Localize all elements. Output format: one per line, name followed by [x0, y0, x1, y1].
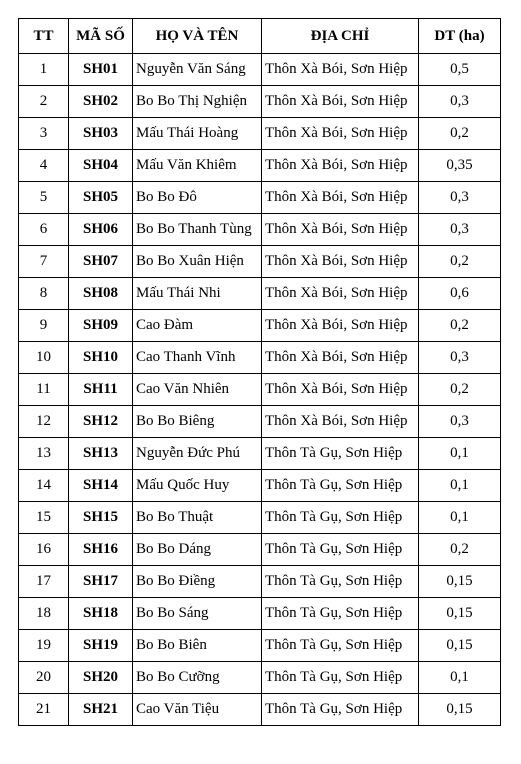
cell-dia-chi: Thôn Tà Gụ, Sơn Hiệp — [262, 694, 419, 726]
cell-dia-chi: Thôn Tà Gụ, Sơn Hiệp — [262, 566, 419, 598]
cell-tt: 3 — [19, 118, 69, 150]
cell-dt: 0,6 — [419, 278, 501, 310]
cell-ma-so: SH04 — [69, 150, 133, 182]
cell-ho-ten: Mấu Quốc Huy — [133, 470, 262, 502]
table-row — [19, 566, 501, 598]
table-row — [19, 406, 501, 438]
cell-dia-chi: Thôn Xà Bói, Sơn Hiệp — [262, 118, 419, 150]
cell-tt: 16 — [19, 534, 69, 566]
cell-dt: 0,15 — [419, 694, 501, 726]
cell-tt: 9 — [19, 310, 69, 342]
cell-ma-so: SH12 — [69, 406, 133, 438]
cell-dt: 0,3 — [419, 86, 501, 118]
cell-ma-so: SH18 — [69, 598, 133, 630]
table-row — [19, 54, 501, 86]
cell-dt: 0,2 — [419, 374, 501, 406]
cell-dia-chi: Thôn Tà Gụ, Sơn Hiệp — [262, 534, 419, 566]
table-row — [19, 86, 501, 118]
cell-ho-ten: Bo Bo Xuân Hiện — [133, 246, 262, 278]
header-dia-chi: ĐỊA CHỈ — [262, 19, 419, 54]
cell-ho-ten: Mấu Văn Khiêm — [133, 150, 262, 182]
cell-ma-so: SH01 — [69, 54, 133, 86]
cell-dia-chi: Thôn Xà Bói, Sơn Hiệp — [262, 310, 419, 342]
cell-ho-ten: Bo Bo Dáng — [133, 534, 262, 566]
cell-dt: 0,15 — [419, 598, 501, 630]
cell-tt: 15 — [19, 502, 69, 534]
cell-ho-ten: Cao Thanh Vĩnh — [133, 342, 262, 374]
header-ma-so: MÃ SỐ — [69, 19, 133, 54]
cell-dia-chi: Thôn Tà Gụ, Sơn Hiệp — [262, 470, 419, 502]
cell-ho-ten: Mấu Thái Nhi — [133, 278, 262, 310]
cell-ma-so: SH07 — [69, 246, 133, 278]
cell-ho-ten: Bo Bo Thanh Tùng — [133, 214, 262, 246]
header-row — [19, 19, 501, 54]
table-body — [19, 54, 501, 726]
cell-tt: 12 — [19, 406, 69, 438]
cell-tt: 2 — [19, 86, 69, 118]
cell-ho-ten: Bo Bo Sáng — [133, 598, 262, 630]
cell-dt: 0,5 — [419, 54, 501, 86]
cell-dia-chi: Thôn Tà Gụ, Sơn Hiệp — [262, 598, 419, 630]
cell-ma-so: SH21 — [69, 694, 133, 726]
cell-ho-ten: Mấu Thái Hoàng — [133, 118, 262, 150]
cell-tt: 20 — [19, 662, 69, 694]
cell-ho-ten: Nguyễn Đức Phú — [133, 438, 262, 470]
cell-dia-chi: Thôn Xà Bói, Sơn Hiệp — [262, 406, 419, 438]
header-tt: TT — [19, 19, 69, 54]
cell-dt: 0,1 — [419, 470, 501, 502]
cell-tt: 1 — [19, 54, 69, 86]
header-dt: DT (ha) — [419, 19, 501, 54]
cell-tt: 4 — [19, 150, 69, 182]
cell-tt: 17 — [19, 566, 69, 598]
cell-ho-ten: Cao Văn Tiệu — [133, 694, 262, 726]
cell-dt: 0,2 — [419, 534, 501, 566]
table-header — [19, 19, 501, 54]
cell-dia-chi: Thôn Tà Gụ, Sơn Hiệp — [262, 630, 419, 662]
cell-ma-so: SH15 — [69, 502, 133, 534]
cell-dt: 0,3 — [419, 182, 501, 214]
cell-dt: 0,3 — [419, 342, 501, 374]
cell-dia-chi: Thôn Tà Gụ, Sơn Hiệp — [262, 438, 419, 470]
cell-ho-ten: Bo Bo Đô — [133, 182, 262, 214]
cell-dia-chi: Thôn Tà Gụ, Sơn Hiệp — [262, 502, 419, 534]
table-row — [19, 118, 501, 150]
cell-dia-chi: Thôn Tà Gụ, Sơn Hiệp — [262, 662, 419, 694]
table-row — [19, 694, 501, 726]
cell-ma-so: SH02 — [69, 86, 133, 118]
cell-ma-so: SH10 — [69, 342, 133, 374]
cell-tt: 5 — [19, 182, 69, 214]
table-row — [19, 662, 501, 694]
cell-dt: 0,3 — [419, 214, 501, 246]
cell-ma-so: SH09 — [69, 310, 133, 342]
cell-dia-chi: Thôn Xà Bói, Sơn Hiệp — [262, 246, 419, 278]
table-row — [19, 310, 501, 342]
table-row — [19, 374, 501, 406]
cell-ma-so: SH16 — [69, 534, 133, 566]
header-ho-ten: HỌ VÀ TÊN — [133, 19, 262, 54]
table-row — [19, 214, 501, 246]
table-row — [19, 150, 501, 182]
table-row — [19, 470, 501, 502]
cell-ma-so: SH05 — [69, 182, 133, 214]
cell-dt: 0,3 — [419, 406, 501, 438]
cell-tt: 14 — [19, 470, 69, 502]
table-row — [19, 342, 501, 374]
cell-dia-chi: Thôn Xà Bói, Sơn Hiệp — [262, 342, 419, 374]
cell-ho-ten: Bo Bo Biêng — [133, 406, 262, 438]
cell-ho-ten: Bo Bo Điềng — [133, 566, 262, 598]
cell-dt: 0,1 — [419, 502, 501, 534]
cell-ho-ten: Nguyễn Văn Sáng — [133, 54, 262, 86]
cell-tt: 13 — [19, 438, 69, 470]
cell-ma-so: SH08 — [69, 278, 133, 310]
cell-dia-chi: Thôn Xà Bói, Sơn Hiệp — [262, 182, 419, 214]
household-table — [18, 18, 501, 726]
cell-dt: 0,1 — [419, 662, 501, 694]
table-row — [19, 438, 501, 470]
cell-tt: 21 — [19, 694, 69, 726]
table-row — [19, 502, 501, 534]
cell-ma-so: SH03 — [69, 118, 133, 150]
cell-dt: 0,2 — [419, 310, 501, 342]
cell-dia-chi: Thôn Xà Bói, Sơn Hiệp — [262, 150, 419, 182]
table-row — [19, 246, 501, 278]
cell-dt: 0,1 — [419, 438, 501, 470]
cell-ma-so: SH14 — [69, 470, 133, 502]
cell-ma-so: SH13 — [69, 438, 133, 470]
cell-tt: 19 — [19, 630, 69, 662]
cell-dia-chi: Thôn Xà Bói, Sơn Hiệp — [262, 278, 419, 310]
cell-tt: 6 — [19, 214, 69, 246]
cell-dt: 0,2 — [419, 246, 501, 278]
cell-ma-so: SH17 — [69, 566, 133, 598]
cell-tt: 18 — [19, 598, 69, 630]
cell-dia-chi: Thôn Xà Bói, Sơn Hiệp — [262, 54, 419, 86]
cell-tt: 8 — [19, 278, 69, 310]
cell-tt: 11 — [19, 374, 69, 406]
cell-ma-so: SH11 — [69, 374, 133, 406]
table-row — [19, 598, 501, 630]
cell-ho-ten: Bo Bo Cưỡng — [133, 662, 262, 694]
cell-ma-so: SH20 — [69, 662, 133, 694]
cell-dt: 0,2 — [419, 118, 501, 150]
cell-ma-so: SH19 — [69, 630, 133, 662]
cell-ho-ten: Cao Đàm — [133, 310, 262, 342]
cell-dia-chi: Thôn Xà Bói, Sơn Hiệp — [262, 374, 419, 406]
cell-tt: 7 — [19, 246, 69, 278]
table-row — [19, 534, 501, 566]
table-row — [19, 182, 501, 214]
cell-ma-so: SH06 — [69, 214, 133, 246]
cell-dt: 0,15 — [419, 630, 501, 662]
cell-tt: 10 — [19, 342, 69, 374]
cell-dia-chi: Thôn Xà Bói, Sơn Hiệp — [262, 214, 419, 246]
table-row — [19, 278, 501, 310]
cell-ho-ten: Cao Văn Nhiên — [133, 374, 262, 406]
cell-dt: 0,35 — [419, 150, 501, 182]
cell-ho-ten: Bo Bo Biên — [133, 630, 262, 662]
cell-dt: 0,15 — [419, 566, 501, 598]
cell-ho-ten: Bo Bo Thuật — [133, 502, 262, 534]
cell-ho-ten: Bo Bo Thị Nghiện — [133, 86, 262, 118]
table-row — [19, 630, 501, 662]
cell-dia-chi: Thôn Xà Bói, Sơn Hiệp — [262, 86, 419, 118]
